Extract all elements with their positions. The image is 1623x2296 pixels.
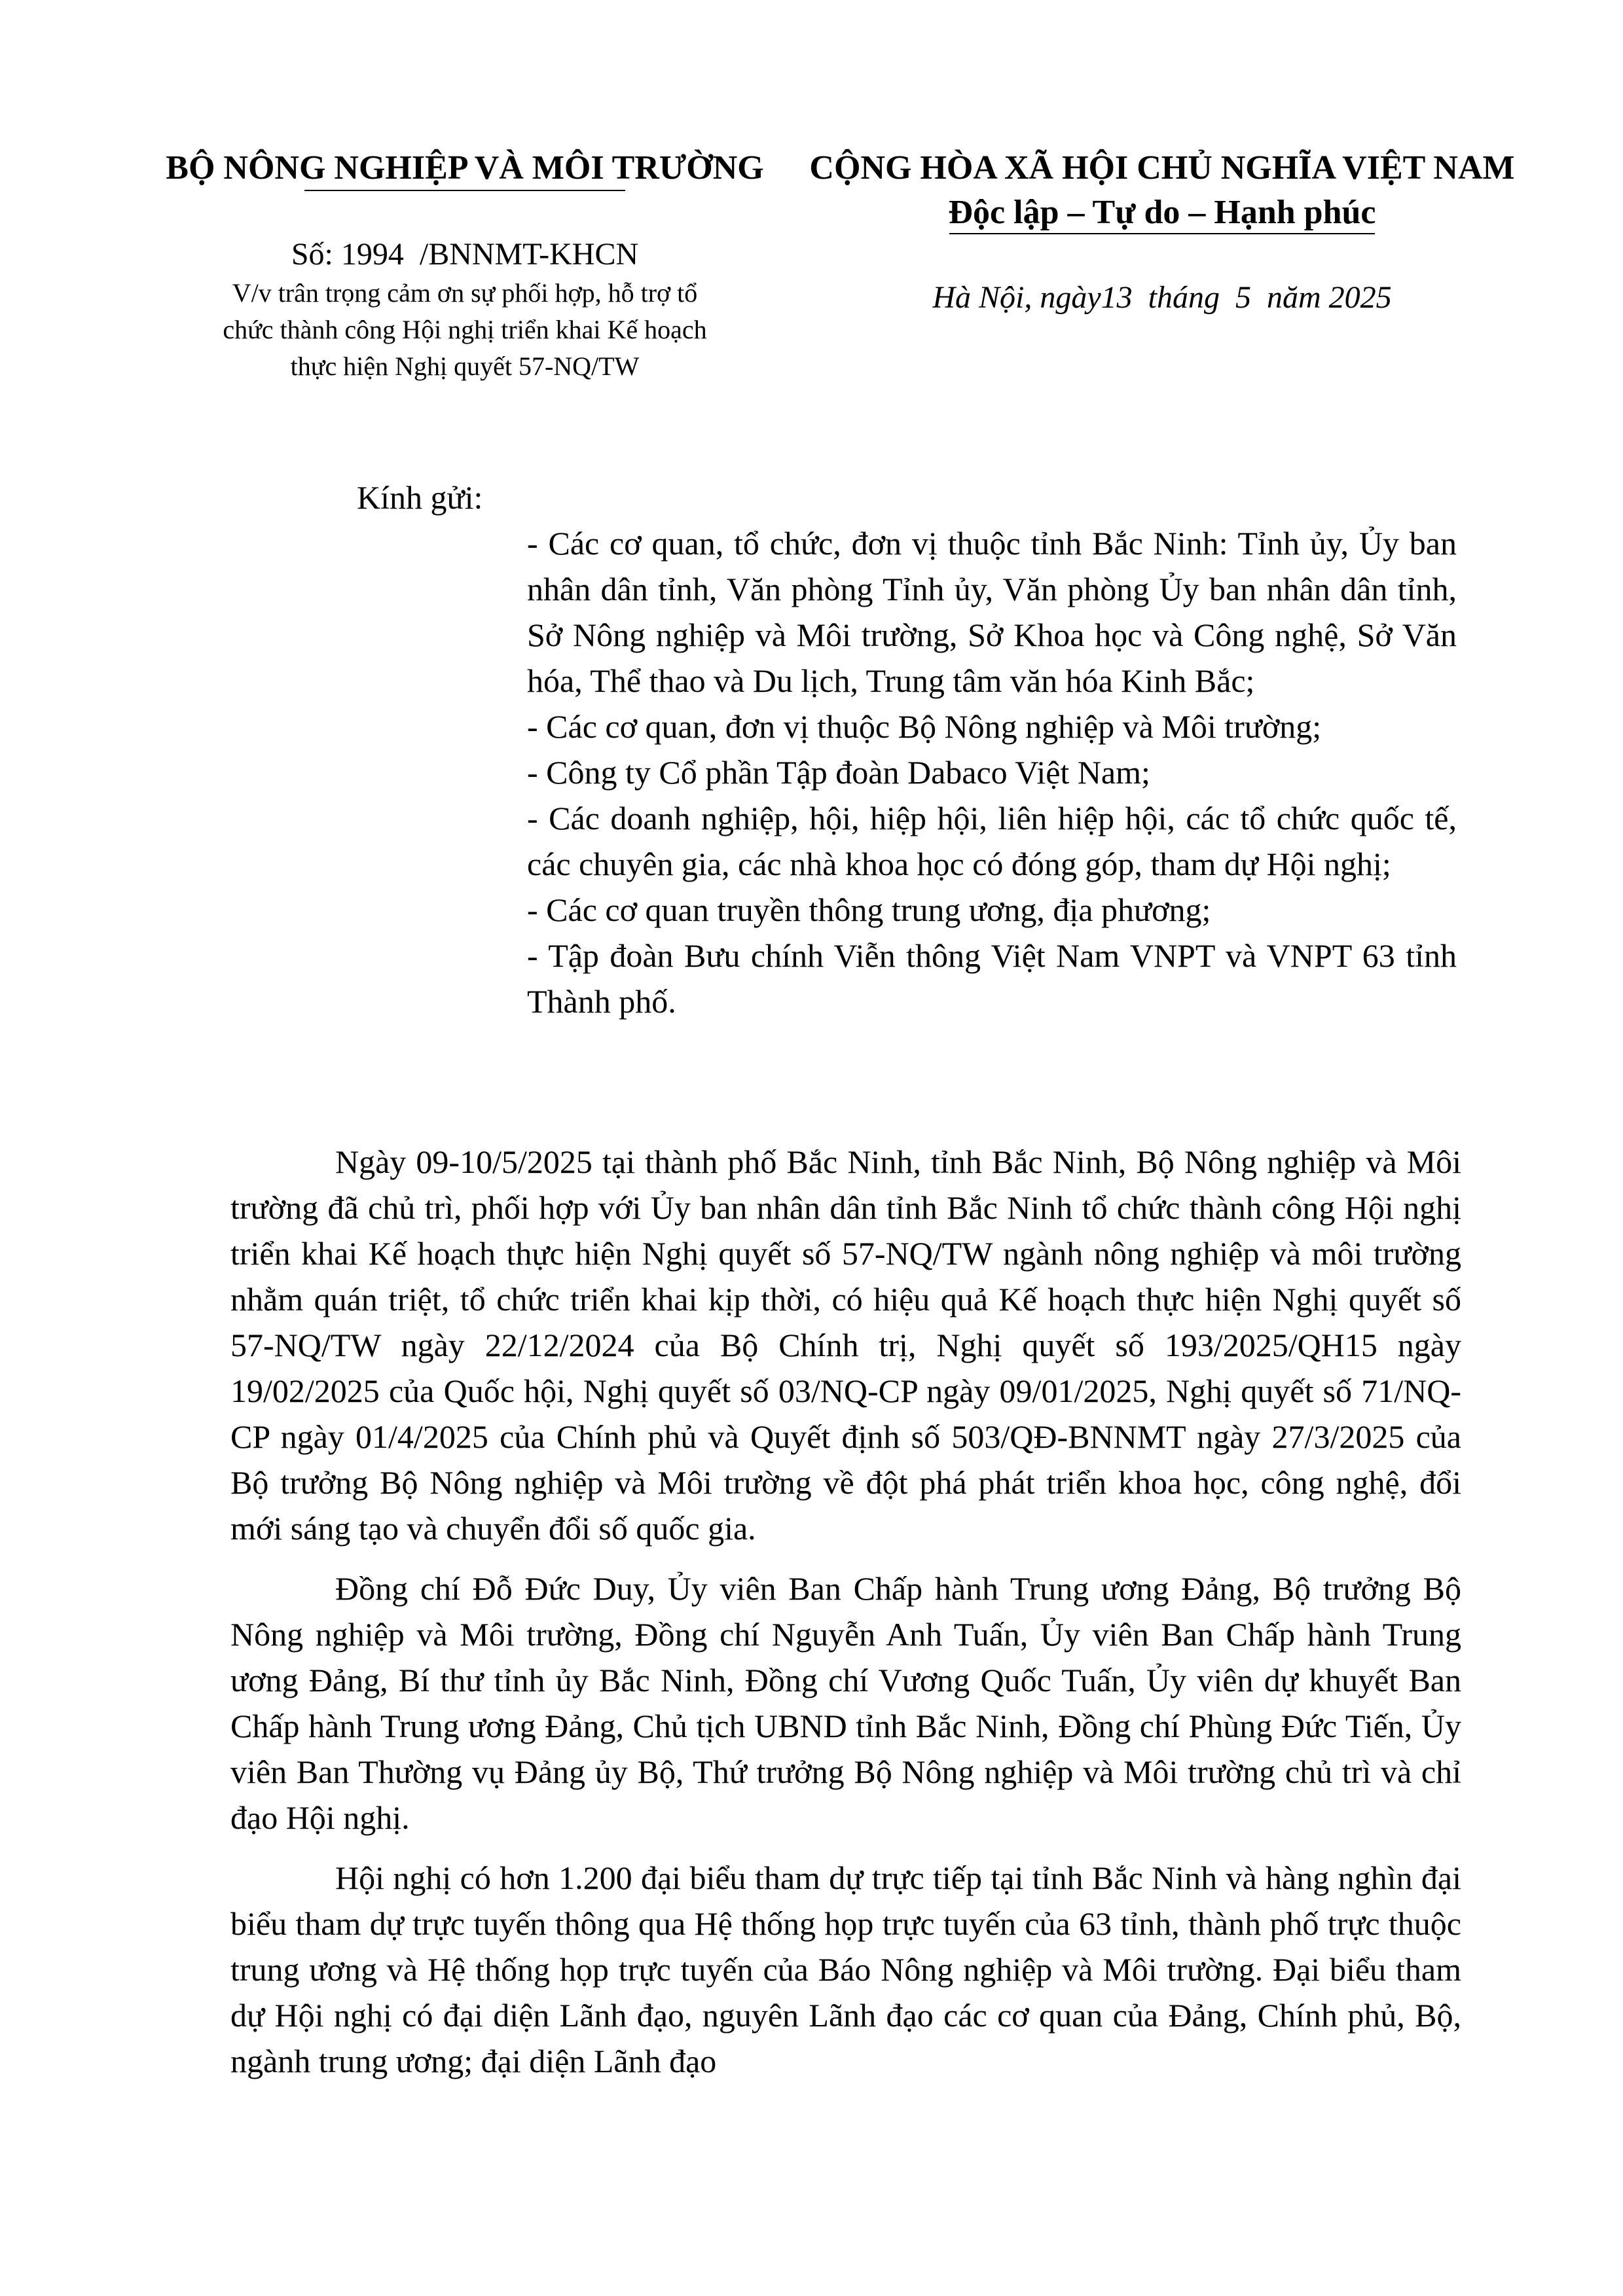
motto-underline [949, 233, 1375, 234]
body-paragraph: Hội nghị có hơn 1.200 đại biểu tham dự trực tiếp tại tỉnh Bắc Ninh và hàng nghìn đại biểu tham dự trực tuyến thông qua Hệ thống họp trực tuyến của 63 tỉnh, thành phố trực thuộc trung ương và Hệ thống họp trực tuyến của Báo Nông nghiệp và Môi trường. Đại biểu tham dự Hội nghị có đại diện Lãnh đạo, nguyên Lãnh đạo các cơ quan của Đảng, Chính phủ, Bộ, ngành trung ương; đại diện Lãnh đạo [230, 1859, 1461, 2079]
place-and-date: Hà Nội, ngày13 tháng 5 năm 2025 [932, 280, 1392, 315]
recipient-item: - Các cơ quan, tổ chức, đơn vị thuộc tỉnh Bắc Ninh: Tỉnh ủy, Ủy ban nhân dân tỉnh, Văn phòng Tỉnh ủy, Văn phòng Ủy ban nhân dân tỉnh, Sở Nông nghiệp và Môi trường, Sở Khoa học và Công nghệ, Sở Văn hóa, Thể thao và Du lịch, Trung tâm văn hóa Kinh Bắc; [527, 525, 1457, 699]
recipient-item: - Các cơ quan truyền thông trung ương, địa phương; [527, 891, 1211, 928]
body-paragraph: Đồng chí Đỗ Đức Duy, Ủy viên Ban Chấp hành Trung ương Đảng, Bộ trưởng Bộ Nông nghiệp và Môi trường, Đồng chí Nguyễn Anh Tuấn, Ủy viên Ban Chấp hành Trung ương Đảng, Bí thư tỉnh ủy Bắc Ninh, Đồng chí Vương Quốc Tuấn, Ủy viên dự khuyết Ban Chấp hành Trung ương Đảng, Chủ tịch UBND tỉnh Bắc Ninh, Đồng chí Phùng Đức Tiến, Ủy viên Ban Thường vụ Đảng ủy Bộ, Thứ trưởng Bộ Nông nghiệp và Môi trường chủ trì và chỉ đạo Hội nghị. [230, 1570, 1461, 1836]
recipient-item: - Tập đoàn Bưu chính Viễn thông Việt Nam VNPT và VNPT 63 tỉnh Thành phố. [527, 937, 1457, 1020]
body-paragraph: Ngày 09-10/5/2025 tại thành phố Bắc Ninh, tỉnh Bắc Ninh, Bộ Nông nghiệp và Môi trường đã chủ trì, phối hợp với Ủy ban nhân dân tỉnh Bắc Ninh tổ chức thành công Hội nghị triển khai Kế hoạch thực hiện Nghị quyết số 57-NQ/TW ngành nông nghiệp và môi trường nhằm quán triệt, tổ chức triển khai kịp thời, có hiệu quả Kế hoạch thực hiện Nghị quyết số 57-NQ/TW ngày 22/12/2024 của Bộ Chính trị, Nghị quyết số 193/2025/QH15 ngày 19/02/2025 của Quốc hội, Nghị quyết số 03/NQ-CP ngày 09/01/2025, Nghị quyết số 71/NQ-CP ngày 01/4/2025 của Chính phủ và Quyết định số 503/QĐ-BNNMT ngày 27/3/2025 của Bộ trưởng Bộ Nông nghiệp và Môi trường về đột phá phát triển khoa học, công nghệ, đổi mới sáng tạo và chuyển đổi số quốc gia. [230, 1143, 1461, 1547]
issuing-agency-block [121, 148, 809, 385]
subject-line: V/v trân trọng cảm ơn sự phối hợp, hỗ trợ tổ [232, 278, 698, 308]
recipient-item: - Các cơ quan, đơn vị thuộc Bộ Nông nghiệp và Môi trường; [527, 708, 1322, 745]
subject-line: chức thành công Hội nghị triển khai Kế hoạch [223, 315, 707, 344]
ministry-underline [304, 190, 625, 191]
document-subject [121, 275, 809, 385]
salutation: Kính gửi: [357, 479, 483, 516]
national-title-block [773, 148, 1552, 317]
letter-body [230, 1139, 1461, 2098]
national-motto: Độc lập – Tự do – Hạnh phúc [948, 194, 1376, 231]
document-number: Số: 1994 /BNNMT-KHCN [291, 237, 639, 272]
recipient-item: - Các doanh nghiệp, hội, hiệp hội, liên hiệp hội, các tổ chức quốc tế, các chuyên gia, các nhà khoa học có đóng góp, tham dự Hội nghị; [527, 800, 1457, 882]
recipient-item: - Công ty Cổ phần Tập đoàn Dabaco Việt Nam; [527, 754, 1150, 791]
ministry-name: BỘ NÔNG NGHIỆP VÀ MÔI TRƯỜNG [166, 149, 764, 187]
recipient-list [527, 520, 1457, 1024]
subject-line: thực hiện Nghị quyết 57-NQ/TW [290, 351, 640, 381]
country-name: CỘNG HÒA XÃ HỘI CHỦ NGHĨA VIỆT NAM [809, 149, 1515, 187]
